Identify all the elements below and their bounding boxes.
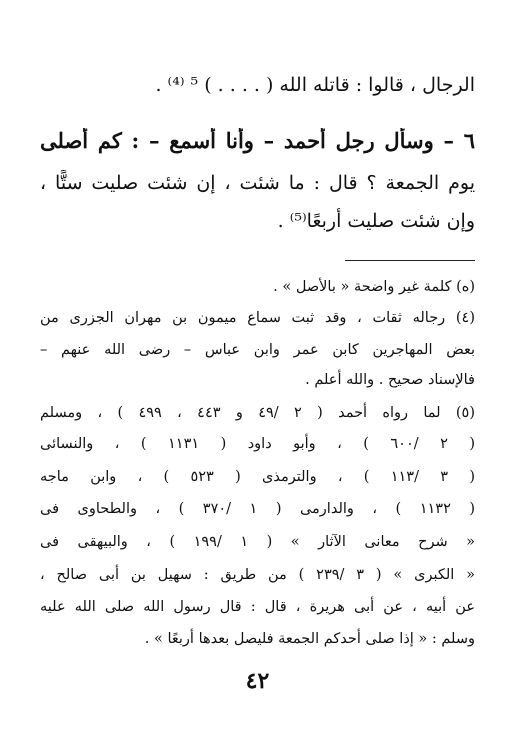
footnote-line-8: ( ١١٣٢ ) ، والدارمى ( ١ /٣٧٠ ) ، والطحاوى فى [40, 501, 475, 517]
footnote-line-2: (٤) رجاله ثقات ، وقد ثبت سماع ميمون بن مهران الجزرى من [40, 310, 475, 326]
footnote-line-3: بعض المهاجرين كابن عمر وابن عباس – رضى الله عنهم – [40, 342, 475, 358]
body-line-3: يوم الجمعة ؟ قال : ما شئت ، إن شئت صليت ستًّا ، [40, 172, 475, 194]
footnote-line-9: « شرح معانى الآثار » ( ١ /١٩٩ ) ، والبيهقى فى [40, 534, 475, 550]
footnote-line-5: (٥) لما رواه أحمد ( ٢ /٤٩ و ٤٤٣ ، ٤٩٩ ) ، ومسلم [40, 405, 475, 421]
body-line-2: ٦ – وسأل رجل أحمد – وأنا أسمع – : كم أصلى [40, 128, 475, 153]
page-number: ٤٢ [245, 668, 270, 694]
footnote-line-4: فالإسناد صحيح . والله أعلم . [305, 372, 475, 388]
footnote-line-1: (ه) كلمة غير واضحة « بالأصل » . [273, 279, 475, 295]
footnote-line-11: عن أبيه ، عن أبى هريرة ، قال : قال رسول الله صلى الله عليه [40, 599, 475, 615]
footnote-separator [345, 260, 475, 261]
footnote-line-7: ( ٣ /١١٣ ) ، والترمذى ( ٥٢٣ ) ، وابن ماجه [40, 469, 475, 485]
body-line-1: الرجال ، قالوا : قاتله الله ( . . . . ) ⁵ ⁽⁴⁾ . [155, 74, 475, 96]
footnote-line-12: وسلم : « إذا صلى أحدكم الجمعة فليصل بعدها أربعًا » . [144, 631, 475, 647]
footnote-line-10: « الكبرى » ( ٣ /٢٣٩ ) من طريق : سهيل بن أبى صالح ، [40, 567, 475, 583]
body-line-4: وإن شئت صليت أربعًا⁽⁵⁾ . [277, 210, 475, 232]
footnote-line-6: ( ٢ /٦٠٠ ) ، وأبو داود ( ١١٣١ ) ، والنسائى [40, 436, 475, 452]
